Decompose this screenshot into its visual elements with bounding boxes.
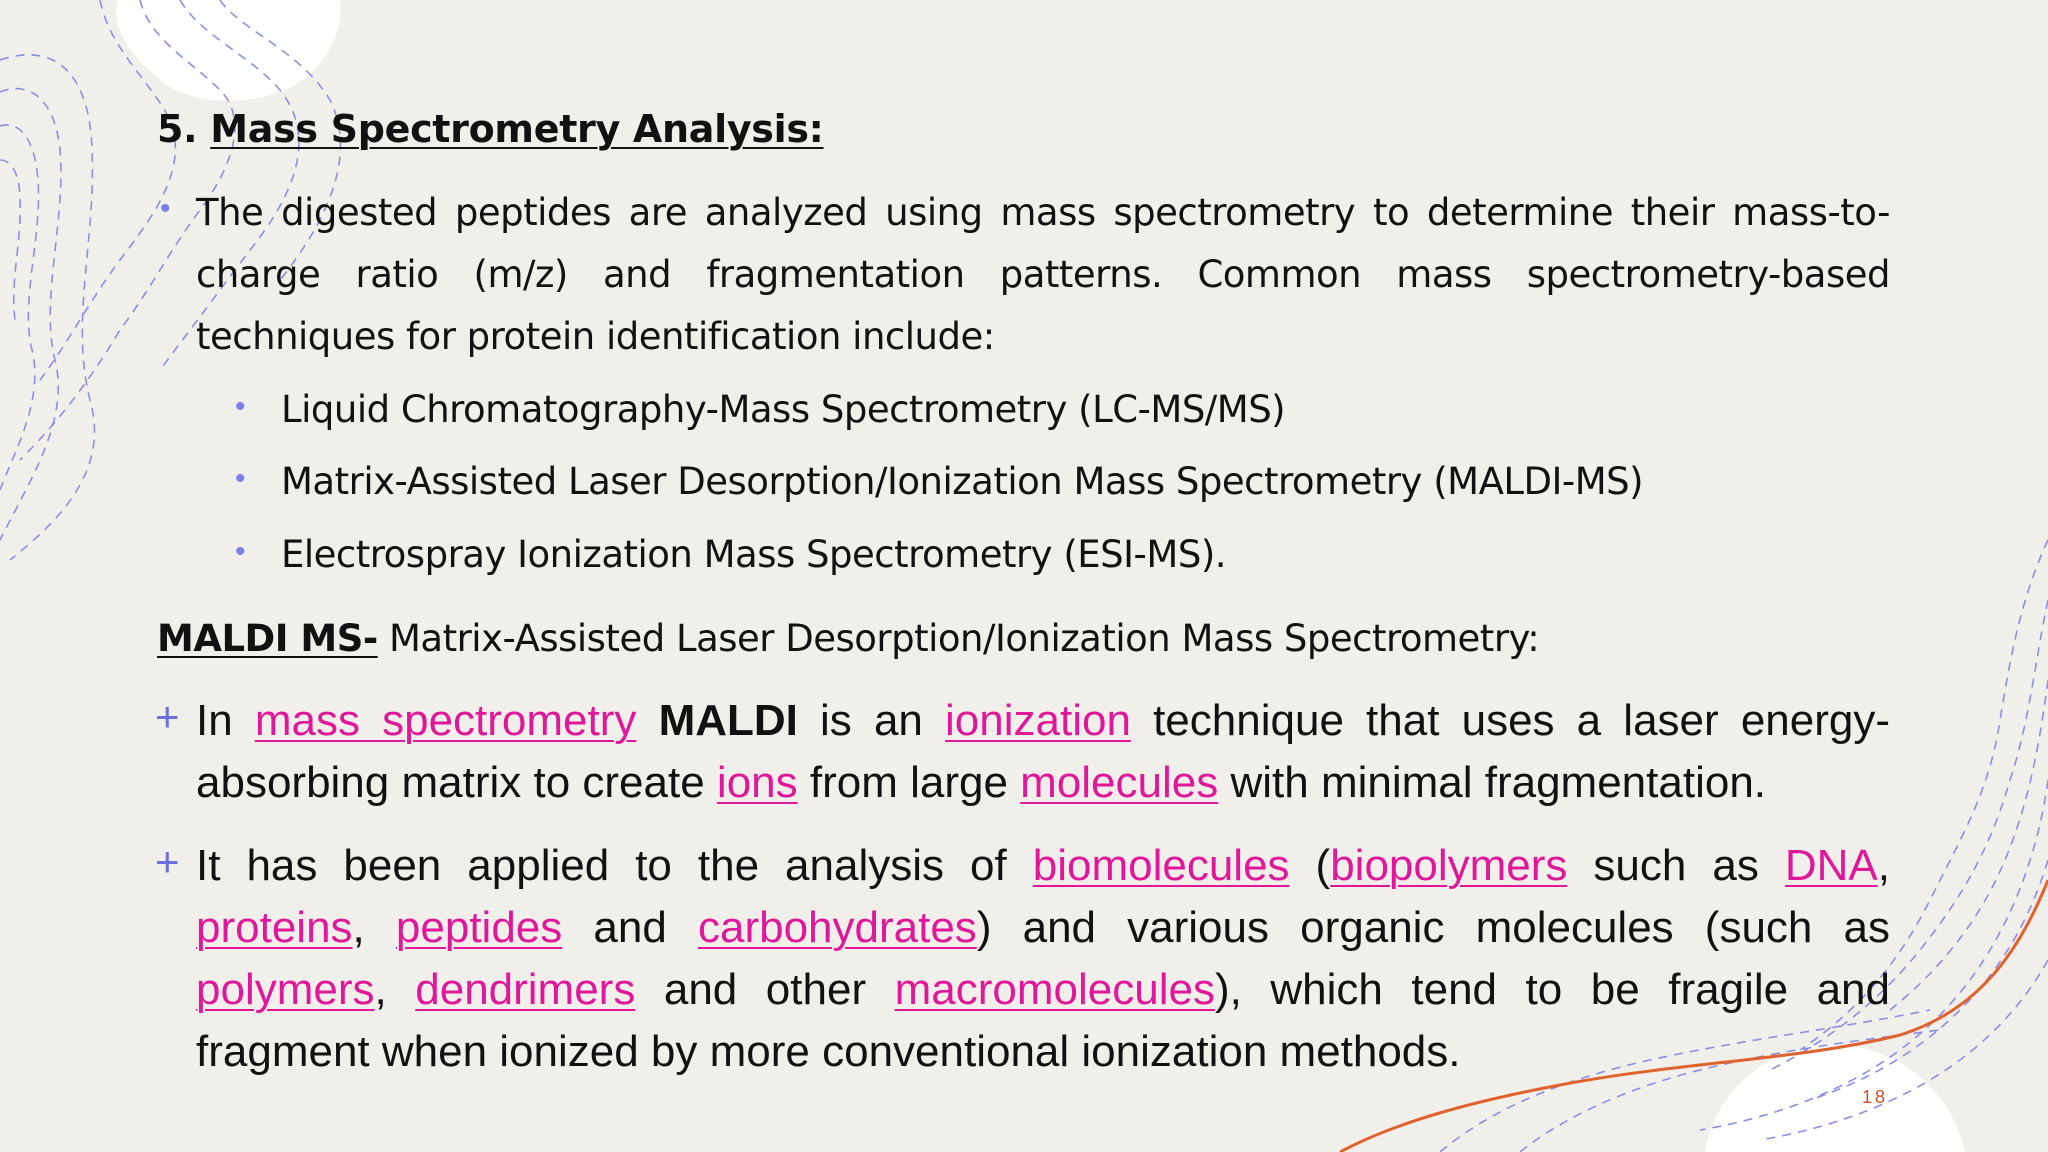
text: , [374,965,416,1014]
text: It has been applied to the analysis of [196,841,1033,890]
link-proteins[interactable]: proteins [196,903,353,952]
link-macromolecules[interactable]: macromolecules [894,965,1215,1014]
text: ), which tend to be fragile and fragment when ionized by more conventional ionization methods. [196,965,1891,1076]
maldi-heading-text: Matrix-Assisted Laser Desorption/Ionization Mass Spectrometry: [377,617,1540,660]
technique-bullet: • [235,535,246,568]
text: with minimal fragmentation. [1218,758,1767,807]
link-biopolymers[interactable]: biopolymers [1330,841,1568,890]
technique-bullet: • [235,390,246,423]
text: is an [797,696,946,745]
text: from large [797,758,1021,807]
maldi-heading-label: MALDI MS- [157,617,378,660]
link-peptides[interactable]: peptides [395,903,563,952]
plus-bullet-icon: + [155,838,180,885]
maldi-bold: MALDI [658,696,798,745]
page-number: 18 [1862,1087,1889,1107]
plus-bullet-icon: + [155,693,180,740]
link-polymers[interactable]: polymers [196,965,375,1014]
intro-bullet: • [160,192,171,225]
link-biomolecules[interactable]: biomolecules [1032,841,1290,890]
technique-item: Matrix-Assisted Laser Desorption/Ionization Mass Spectrometry (MALDI-MS) [281,460,1644,503]
link-ionization[interactable]: ionization [945,696,1131,745]
text: , [352,903,396,952]
slide-title [157,104,824,154]
text: , [1877,841,1890,890]
title-number: 5. [157,107,211,151]
link-molecules[interactable]: molecules [1020,758,1219,807]
text: such as [1567,841,1785,890]
maldi-heading [157,614,1539,664]
link-mass-spectrometry[interactable]: mass spectrometry [254,696,637,745]
title-text: Mass Spectrometry Analysis: [210,107,824,151]
text [636,696,658,745]
maldi-point-2 [196,835,1890,1083]
text: In [196,696,255,745]
technique-item: Liquid Chromatography-Mass Spectrometry (LC-MS/MS) [281,388,1286,431]
link-ions[interactable]: ions [716,758,798,807]
link-carbohydrates[interactable]: carbohydrates [697,903,977,952]
text: technique that uses a laser energy-absorbing matrix to create [196,696,1890,807]
technique-bullet: • [235,462,246,495]
link-dna[interactable]: DNA [1784,841,1878,890]
maldi-point-1 [196,690,1890,814]
text: ) and various organic molecules (such as [976,903,1891,952]
text: and [562,903,698,952]
text: and other [635,965,895,1014]
intro-paragraph: The digested peptides are analyzed using mass spectrometry to determine their mass-to-charge ratio (m/z) and fragmentation patterns. Common mass spectrometry-based techniques for protein identification include: [196,191,1890,358]
link-dendrimers[interactable]: dendrimers [415,965,636,1014]
technique-item: Electrospray Ionization Mass Spectrometry (ESI-MS). [281,533,1227,576]
text: ( [1289,841,1331,890]
